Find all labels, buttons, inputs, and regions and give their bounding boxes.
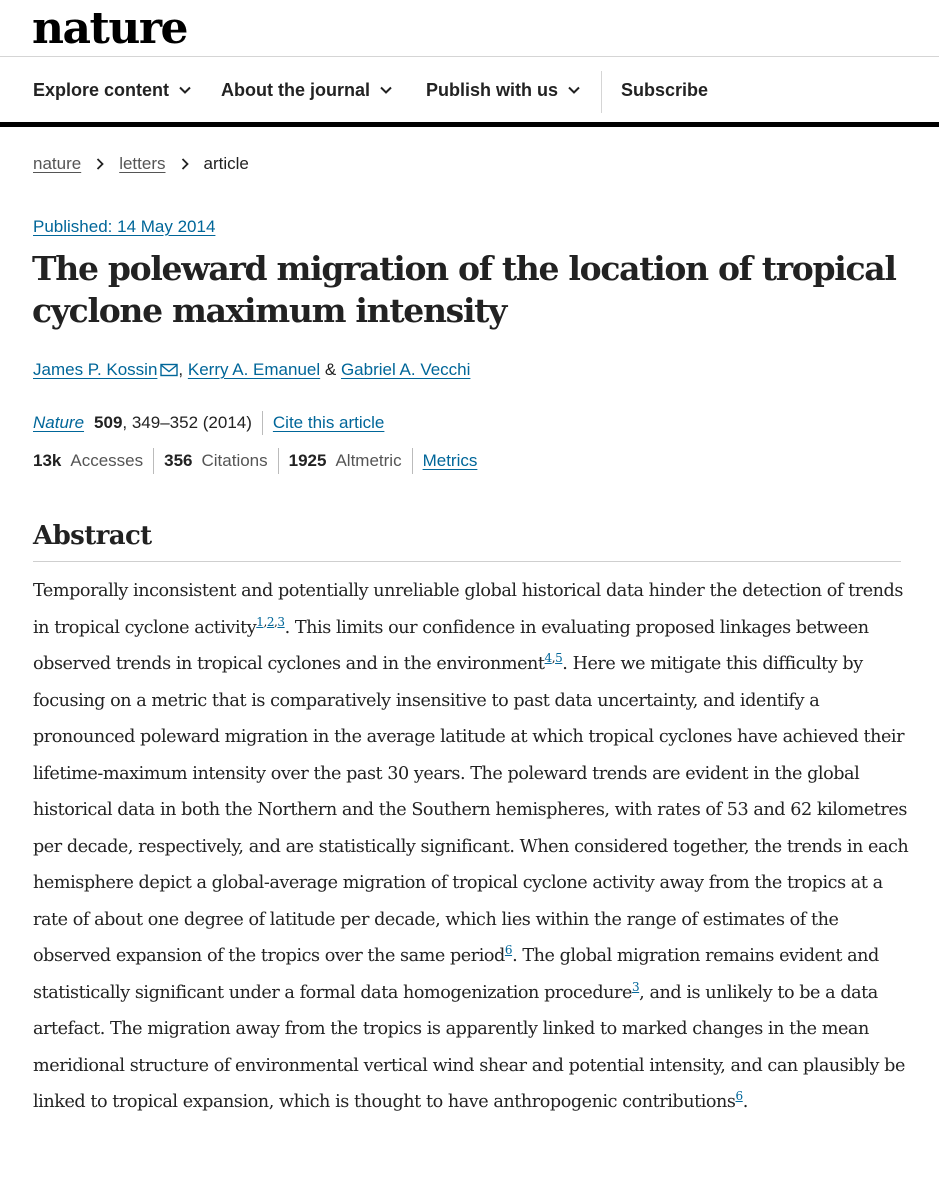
nav-about-journal-label: About the journal	[221, 79, 370, 100]
chevron-down-icon	[178, 83, 192, 97]
metrics-divider	[412, 448, 413, 474]
reference-link-2[interactable]: 2	[266, 614, 275, 629]
citations-label: Citations	[201, 451, 268, 470]
citation-divider	[262, 411, 263, 435]
reference-group: 4,5	[544, 651, 563, 666]
article-title: The poleward migration of the location of tropical cyclone maximum intensity	[32, 249, 896, 330]
journal-link[interactable]: Nature	[33, 413, 85, 432]
chevron-down-icon	[379, 83, 393, 97]
reference-link-3[interactable]: 3	[277, 614, 285, 629]
altmetric-label: Altmetric	[335, 451, 402, 470]
chevron-right-icon	[180, 157, 190, 171]
reference-group: 1,2,3	[256, 614, 285, 629]
author-link-emanuel[interactable]: Kerry A. Emanuel	[187, 360, 321, 379]
reference-link-6[interactable]: 6	[735, 1089, 743, 1104]
abstract-text-segment: , and is unlikely to be a data artefact. The migration away from the tropics is apparently linked to marked changes in the mean meridional structure of environmental vertical wind shear and potential intensity, and can plausibly be linked to tropical expansion, which is thought to have anthropogenic contributions	[33, 982, 905, 1112]
nav-subscribe[interactable]	[621, 57, 708, 123]
reference-group	[736, 1089, 743, 1103]
main-nav	[0, 57, 939, 123]
reference-link-1[interactable]: 1	[256, 614, 264, 629]
author-link-kossin[interactable]: James P. Kossin	[33, 360, 158, 379]
nav-about-journal[interactable]	[221, 57, 393, 123]
abstract-divider	[33, 561, 901, 562]
chevron-down-icon	[567, 83, 581, 97]
published-date[interactable]: Published: 14 May 2014	[33, 217, 216, 236]
header-bottom-rule	[0, 122, 939, 127]
citation-line	[33, 411, 384, 435]
nav-divider	[601, 71, 602, 113]
abstract-text-segment: . The global migration remains evident and statistically significant under a formal data homogenization procedure	[33, 946, 879, 1003]
accesses-label: Accesses	[70, 451, 144, 470]
chevron-right-icon	[95, 157, 105, 171]
abstract-text-segment: . This limits our confidence in evaluating proposed linkages between observed trends in tropical cyclones and in the environment	[33, 617, 869, 674]
reference-link-4[interactable]: 4	[544, 651, 552, 666]
abstract-heading: Abstract	[33, 521, 152, 551]
accesses-count: 13k	[33, 451, 62, 470]
article-metrics	[33, 449, 477, 473]
author-separator: ,	[178, 360, 188, 379]
nav-explore-content-label: Explore content	[33, 79, 170, 100]
nav-publish-with-us[interactable]	[426, 57, 581, 123]
reference-link-6[interactable]: 6	[504, 943, 513, 958]
abstract-text	[33, 573, 913, 1121]
nav-explore-content[interactable]	[33, 57, 192, 123]
nature-logo[interactable]: nature	[32, 3, 187, 54]
reference-link-3[interactable]: 3	[631, 979, 640, 994]
altmetric-score: 1925	[288, 451, 327, 470]
citations-count: 356	[164, 451, 193, 470]
mail-icon[interactable]	[160, 363, 178, 377]
author-separator: &	[320, 360, 341, 379]
pages-year: , 349–352 (2014)	[122, 413, 252, 432]
abstract-text-segment: Temporally inconsistent and potentially unreliable global historical data hinder the detection of trends in tropical cyclone activity	[33, 581, 903, 638]
nav-subscribe-label: Subscribe	[621, 79, 709, 100]
author-list	[33, 360, 470, 380]
cite-this-article-link[interactable]: Cite this article	[272, 413, 385, 432]
metrics-link[interactable]: Metrics	[422, 451, 478, 470]
reference-group	[505, 943, 512, 957]
nav-publish-with-us-label: Publish with us	[426, 79, 559, 100]
breadcrumb-current: article	[203, 154, 249, 173]
breadcrumb	[33, 152, 249, 176]
abstract-text-segment: .	[742, 1092, 748, 1112]
metrics-divider	[153, 448, 154, 474]
volume-number: 509	[94, 413, 123, 432]
site-header	[0, 0, 939, 128]
breadcrumb-item-nature[interactable]: nature	[33, 154, 82, 173]
reference-link-5[interactable]: 5	[555, 651, 563, 666]
metrics-divider	[278, 448, 279, 474]
author-link-vecchi[interactable]: Gabriel A. Vecchi	[340, 360, 471, 379]
breadcrumb-item-letters[interactable]: letters	[119, 154, 166, 173]
abstract-text-segment: . Here we mitigate this difficulty by focusing on a metric that is comparatively insensitive to past data uncertainty, and identify a pronounced poleward migration in the average latitude at which tropical cyclones have achieved their lifetime-maximum intensity over the past 30 years. The poleward trends are evident in the global historical data in both the Northern and the Southern hemispheres, with rates of 53 and 62 kilometres per decade, respectively, and are statistically significant. When considered together, the trends in each hemisphere depict a global-average migration of tropical cyclone activity away from the tropics at a rate of about one degree of latitude per decade, which lies within the range of estimates of the observed expansion of the tropics over the same period	[33, 654, 909, 966]
